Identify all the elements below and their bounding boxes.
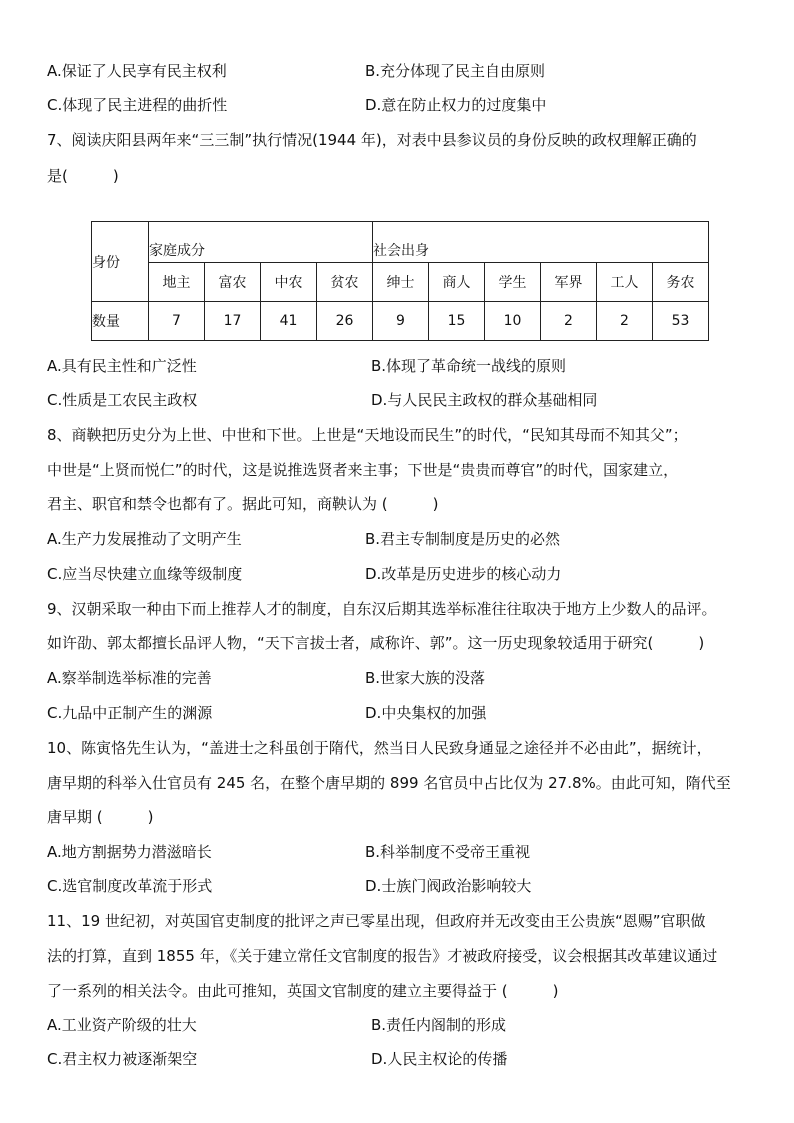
q9-option-c: C.九品中正制产生的渊源: [47, 704, 213, 722]
q7-option-c: C.性质是工农民主政权: [47, 391, 198, 409]
table-col-header: 军界: [541, 263, 597, 302]
q6-option-a: A.保证了人民享有民主权利: [47, 62, 227, 80]
q7-option-d: D.与人民民主政权的群众基础相同: [371, 391, 598, 409]
q7-stem-line-2: 是( ): [47, 167, 119, 185]
q10-stem-line-3: 唐早期 ( ): [47, 808, 154, 826]
q10-stem-line-1: 10、陈寅恪先生认为，“盖进士之科虽创于隋代，然当日人民致身通显之途径并不必由此”，据统计，: [47, 739, 712, 757]
table-col-header: 中农: [261, 263, 317, 302]
table-cell: 15: [429, 302, 485, 341]
table-group-social-origin: 社会出身: [373, 222, 709, 263]
table-cell: 2: [541, 302, 597, 341]
q8-stem-line-1: 8、商鞅把历史分为上世、中世和下世。上世是“天地设而民生”的时代，“民知其母而不知其父”；: [47, 426, 688, 444]
q9-stem-line-2: 如许劭、郭太都擅长品评人物，“天下言拔士者，咸称许、郭”。这一历史现象较适用于研究( ): [47, 634, 705, 652]
table-cell: 7: [149, 302, 205, 341]
table-cell: 10: [485, 302, 541, 341]
q11-option-b: B.责任内阁制的形成: [371, 1016, 507, 1034]
q8-option-c: C.应当尽快建立血缘等级制度: [47, 565, 243, 583]
table-col-header: 地主: [149, 263, 205, 302]
table-row-label-identity: 身份: [92, 222, 149, 302]
table-col-header: 商人: [429, 263, 485, 302]
q8-option-a: A.生产力发展推动了文明产生: [47, 530, 242, 548]
table-col-header: 学生: [485, 263, 541, 302]
table-col-header: 工人: [597, 263, 653, 302]
q10-option-d: D.士族门阀政治影响较大: [365, 877, 532, 895]
q11-option-a: A.工业资产阶级的壮大: [47, 1016, 197, 1034]
q6-option-b: B.充分体现了民主自由原则: [365, 62, 546, 80]
q9-option-d: D.中央集权的加强: [365, 704, 487, 722]
q6-option-c: C.体现了民主进程的曲折性: [47, 96, 228, 114]
q6-option-d: D.意在防止权力的过度集中: [365, 96, 547, 114]
q11-stem-line-2: 法的打算，直到 1855 年，《关于建立常任文官制度的报告》才被政府接受，议会根据其改革建议通过: [47, 947, 718, 965]
q8-option-d: D.改革是历史进步的核心动力: [365, 565, 562, 583]
table-col-header: 贫农: [317, 263, 373, 302]
q11-option-c: C.君主权力被逐渐架空: [47, 1050, 198, 1068]
table-row-label-count: 数量: [92, 302, 149, 341]
q8-stem-line-3: 君主、职官和禁令也都有了。据此可知，商鞅认为 ( ): [47, 495, 439, 513]
q10-stem-line-2: 唐早期的科举入仕官员有 245 名，在整个唐早期的 899 名官员中占比仅为 27.8%。由此可知，隋代至: [47, 774, 731, 792]
q8-option-b: B.君主专制制度是历史的必然: [365, 530, 561, 548]
table-cell: 41: [261, 302, 317, 341]
q7-data-table: [91, 221, 709, 341]
q11-stem-line-3: 了一系列的相关法令。由此可推知，英国文官制度的建立主要得益于 ( ): [47, 982, 559, 1000]
q10-option-a: A.地方割据势力潜滋暗长: [47, 843, 212, 861]
table-cell: 26: [317, 302, 373, 341]
q11-stem-line-1: 11、19 世纪初，对英国官吏制度的批评之声已零星出现，但政府并无改变由王公贵族“恩赐”官职做: [47, 912, 706, 930]
table-col-header: 务农: [653, 263, 709, 302]
q9-option-b: B.世家大族的没落: [365, 669, 486, 687]
table-cell: 9: [373, 302, 429, 341]
q7-option-b: B.体现了革命统一战线的原则: [371, 357, 567, 375]
table-cell: 17: [205, 302, 261, 341]
q10-option-c: C.选官制度改革流于形式: [47, 877, 213, 895]
table-cell: 53: [653, 302, 709, 341]
q11-option-d: D.人民主权论的传播: [371, 1050, 508, 1068]
q8-stem-line-2: 中世是“上贤而悦仁”的时代，这是说推选贤者来主事；下世是“贵贵而尊官”的时代，国家建立，: [47, 461, 679, 479]
table-col-header: 绅士: [373, 263, 429, 302]
q9-stem-line-1: 9、汉朝采取一种由下而上推荐人才的制度，自东汉后期其选举标准往往取决于地方上少数人的品评。: [47, 600, 717, 618]
q7-stem-line-1: 7、阅读庆阳县两年来“三三制”执行情况(1944 年)，对表中县参议员的身份反映的政权理解正确的: [47, 131, 697, 149]
q9-option-a: A.察举制选举标准的完善: [47, 669, 212, 687]
q10-option-b: B.科举制度不受帝王重视: [365, 843, 531, 861]
table-group-family-status: 家庭成分: [149, 222, 373, 263]
table-col-header: 富农: [205, 263, 261, 302]
table-cell: 2: [597, 302, 653, 341]
q7-option-a: A.具有民主性和广泛性: [47, 357, 197, 375]
